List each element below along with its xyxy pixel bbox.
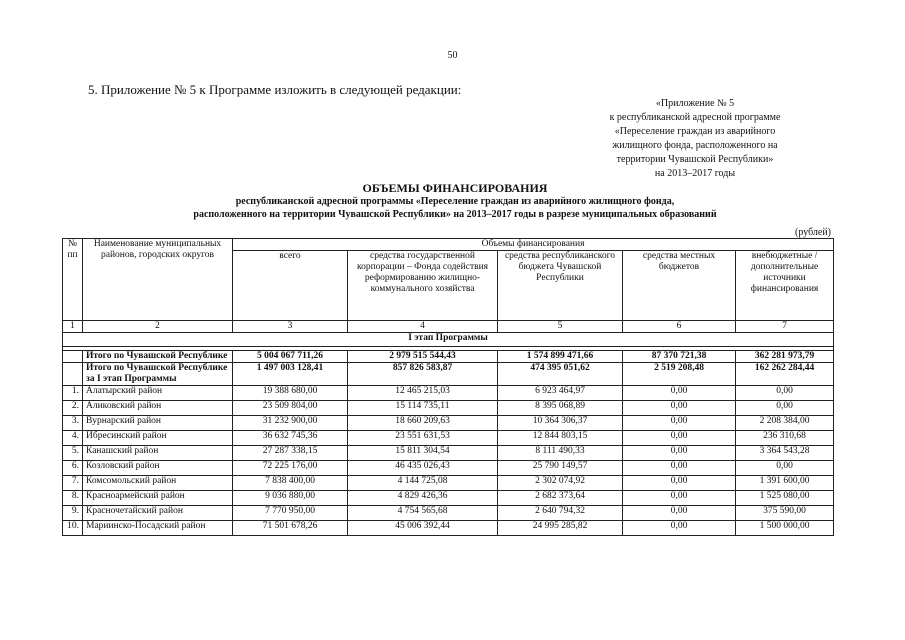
appendix-reference (570, 97, 820, 181)
district-fund: 4 829 426,36 (348, 491, 498, 506)
district-name: Аликовский район (83, 401, 233, 416)
district-name: Алатырский район (83, 386, 233, 401)
row-number: 10. (63, 521, 83, 536)
district-fund: 15 811 304,54 (348, 446, 498, 461)
column-number: 2 (83, 321, 233, 333)
document-subtitle-line-2: расположенного на территории Чувашской Республики» на 2013–2017 годы в разрезе муниципальных образований (193, 209, 717, 220)
district-name: Мариинско-Посадский район (83, 521, 233, 536)
table-row (63, 491, 834, 506)
district-total: 19 388 680,00 (233, 386, 348, 401)
district-fund: 12 465 215,03 (348, 386, 498, 401)
total-row (63, 351, 834, 363)
row-number: 5. (63, 446, 83, 461)
district-fund: 46 435 026,43 (348, 461, 498, 476)
district-fund: 18 660 209,63 (348, 416, 498, 431)
total-fund: 2 979 515 544,43 (348, 351, 498, 363)
column-number: 4 (348, 321, 498, 333)
district-extra: 0,00 (736, 461, 834, 476)
total-extra: 362 281 973,79 (736, 351, 834, 363)
stage-total-fund: 857 826 583,87 (348, 363, 498, 386)
district-fund: 15 114 735,11 (348, 401, 498, 416)
district-local: 0,00 (623, 506, 736, 521)
header-extra: внебюджетные / дополнительные источники финансирования (736, 251, 834, 321)
appendix-line: жилищного фонда, расположенного на (612, 140, 778, 151)
stage-total-number-cell (63, 363, 83, 386)
table-row (63, 521, 834, 536)
district-republic: 8 395 068,89 (498, 401, 623, 416)
district-local: 0,00 (623, 416, 736, 431)
row-number: 1. (63, 386, 83, 401)
column-number-row (63, 321, 834, 333)
column-number: 5 (498, 321, 623, 333)
table-row (63, 446, 834, 461)
total-local: 87 370 721,38 (623, 351, 736, 363)
document-title: ОБЪЕМЫ ФИНАНСИРОВАНИЯ (362, 181, 548, 195)
district-local: 0,00 (623, 521, 736, 536)
header-name: Наименование муниципальных районов, городских округов (83, 239, 233, 321)
header-republic: средства республиканского бюджета Чувашской Республики (498, 251, 623, 321)
district-local: 0,00 (623, 446, 736, 461)
district-local: 0,00 (623, 401, 736, 416)
district-local: 0,00 (623, 431, 736, 446)
table-row (63, 506, 834, 521)
district-local: 0,00 (623, 476, 736, 491)
district-republic: 10 364 306,37 (498, 416, 623, 431)
district-extra: 2 208 384,00 (736, 416, 834, 431)
table-row (63, 431, 834, 446)
district-total: 7 770 950,00 (233, 506, 348, 521)
stage-total-name: Итого по Чувашской Республике за I этап Программы (83, 363, 233, 386)
intro-text: 5. Приложение № 5 к Программе изложить в следующей редакции: (88, 82, 462, 97)
district-fund: 4 754 565,68 (348, 506, 498, 521)
appendix-line: к республиканской адресной программе (609, 112, 781, 123)
column-number: 1 (63, 321, 83, 333)
district-total: 72 225 176,00 (233, 461, 348, 476)
header-local: средства местных бюджетов (623, 251, 736, 321)
district-fund: 4 144 725,08 (348, 476, 498, 491)
stage-label: I этап Программы (63, 333, 834, 347)
appendix-line: «Приложение № 5 (655, 98, 735, 109)
row-number: 4. (63, 431, 83, 446)
row-number: 8. (63, 491, 83, 506)
header-fund: средства государственной корпорации – Фонда содействия реформированию жилищно-коммунального хозяйства (348, 251, 498, 321)
row-number: 9. (63, 506, 83, 521)
total-republic: 1 574 899 471,66 (498, 351, 623, 363)
district-republic: 25 790 149,57 (498, 461, 623, 476)
district-total: 36 632 745,36 (233, 431, 348, 446)
district-total: 31 232 900,00 (233, 416, 348, 431)
appendix-line: на 2013–2017 годы (654, 168, 736, 179)
units-label: (рублей) (795, 227, 832, 238)
district-name: Красночетайский район (83, 506, 233, 521)
district-extra: 375 590,00 (736, 506, 834, 521)
district-total: 23 509 804,00 (233, 401, 348, 416)
district-republic: 8 111 490,33 (498, 446, 623, 461)
stage-total-republic: 474 395 051,62 (498, 363, 623, 386)
row-number: 2. (63, 401, 83, 416)
district-name: Комсомольский район (83, 476, 233, 491)
row-number: 3. (63, 416, 83, 431)
total-number-cell (63, 351, 83, 363)
column-number: 6 (623, 321, 736, 333)
district-total: 7 838 400,00 (233, 476, 348, 491)
column-number: 7 (736, 321, 834, 333)
district-name: Вурнарский район (83, 416, 233, 431)
title-block (60, 182, 850, 221)
district-republic: 2 640 794,32 (498, 506, 623, 521)
district-name: Канашский район (83, 446, 233, 461)
district-fund: 45 006 392,44 (348, 521, 498, 536)
row-number: 6. (63, 461, 83, 476)
table-row (63, 386, 834, 401)
district-local: 0,00 (623, 491, 736, 506)
district-extra: 1 500 000,00 (736, 521, 834, 536)
table-row (63, 461, 834, 476)
total-name: Итого по Чувашской Республике (83, 351, 233, 363)
financing-table (62, 238, 834, 536)
district-republic: 2 302 074,92 (498, 476, 623, 491)
stage-row (63, 333, 834, 347)
table-row (63, 416, 834, 431)
district-total: 71 501 678,26 (233, 521, 348, 536)
table-row (63, 401, 834, 416)
stage-total-extra: 162 262 284,44 (736, 363, 834, 386)
stage-total-row (63, 363, 834, 386)
header-group: Объемы финансирования (233, 239, 834, 251)
district-extra: 0,00 (736, 386, 834, 401)
stage-total-all: 1 497 003 128,41 (233, 363, 348, 386)
table-row (63, 476, 834, 491)
district-total: 9 036 880,00 (233, 491, 348, 506)
table-header-row (63, 239, 834, 251)
district-local: 0,00 (623, 461, 736, 476)
district-extra: 236 310,68 (736, 431, 834, 446)
page-number: 50 (447, 50, 458, 61)
district-extra: 1 391 600,00 (736, 476, 834, 491)
district-total: 27 287 338,15 (233, 446, 348, 461)
district-extra: 3 364 543,28 (736, 446, 834, 461)
appendix-line: «Переселение граждан из аварийного (614, 126, 776, 137)
district-name: Ибресинский район (83, 431, 233, 446)
column-number: 3 (233, 321, 348, 333)
header-number: № пп (63, 239, 83, 321)
appendix-line: территории Чувашской Республики» (616, 154, 774, 165)
district-republic: 2 682 373,64 (498, 491, 623, 506)
stage-total-local: 2 519 208,48 (623, 363, 736, 386)
district-republic: 24 995 285,82 (498, 521, 623, 536)
district-extra: 1 525 080,00 (736, 491, 834, 506)
district-extra: 0,00 (736, 401, 834, 416)
district-name: Козловский район (83, 461, 233, 476)
document-subtitle-line-1: республиканской адресной программы «Переселение граждан из аварийного жилищного фонда, (235, 196, 675, 207)
district-republic: 6 923 464,97 (498, 386, 623, 401)
district-republic: 12 844 803,15 (498, 431, 623, 446)
district-name: Красноармейский район (83, 491, 233, 506)
header-total: всего (233, 251, 348, 321)
total-all: 5 004 067 711,26 (233, 351, 348, 363)
row-number: 7. (63, 476, 83, 491)
district-local: 0,00 (623, 386, 736, 401)
district-fund: 23 551 631,53 (348, 431, 498, 446)
